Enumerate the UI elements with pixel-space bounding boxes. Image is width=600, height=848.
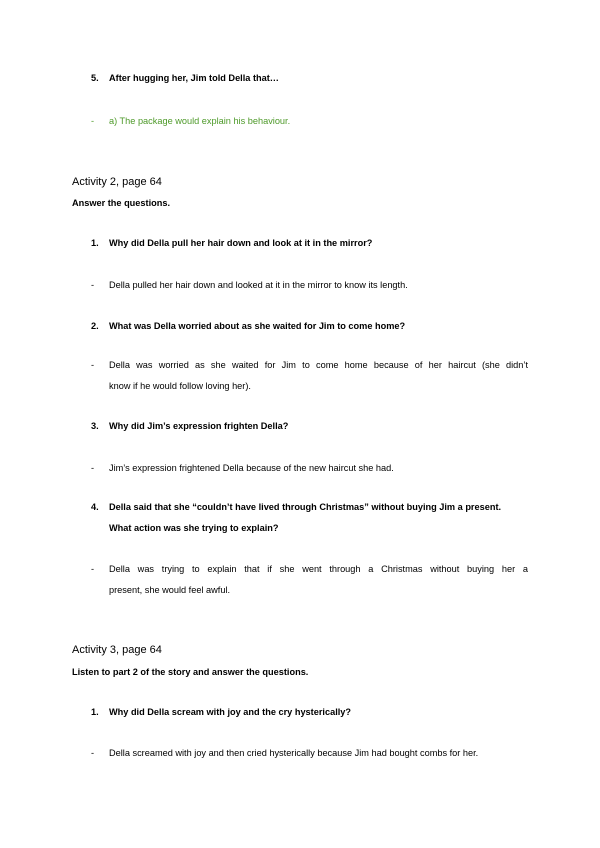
a2-q1-dash: - (91, 280, 95, 290)
a2-q4-answer-line1: Della was trying to explain that if she went through a Christmas without buying her a (109, 564, 528, 574)
q5-question: After hugging her, Jim told Della that… (109, 73, 279, 83)
a2-q4-question-line1: Della said that she “couldn’t have lived through Christmas” without buying Jim a present. (109, 502, 502, 512)
a2-q3-dash: - (91, 463, 95, 473)
a3-q1-question: Why did Della scream with joy and the cry hysterically? (109, 707, 352, 717)
a3-q1-dash: - (91, 748, 95, 758)
a2-q2-number: 2. (91, 321, 99, 331)
a2-q4-number: 4. (91, 502, 99, 512)
a2-q1-answer: Della pulled her hair down and looked at it in the mirror to know its length. (109, 280, 408, 290)
q5-number: 5. (91, 73, 99, 83)
a2-q3-answer: Jim’s expression frightened Della because of the new haircut she had. (109, 463, 394, 473)
a2-q4-answer-line2: present, she would feel awful. (109, 585, 231, 595)
a2-q4-dash: - (91, 564, 95, 574)
activity2-instruction: Answer the questions. (72, 198, 171, 208)
activity2-heading: Activity 2, page 64 (72, 176, 162, 188)
a2-q2-answer-line1: Della was worried as she waited for Jim to come home because of her haircut (she didn’t (109, 360, 528, 370)
q5-answer: a) The package would explain his behaviour. (109, 116, 291, 126)
a2-q2-dash: - (91, 360, 95, 370)
a2-q2-question: What was Della worried about as she waited for Jim to come home? (109, 321, 406, 331)
a2-q4-question-line2: What action was she trying to explain? (109, 523, 279, 533)
a2-q3-number: 3. (91, 421, 99, 431)
activity3-instruction: Listen to part 2 of the story and answer the questions. (72, 667, 309, 677)
a2-q3-question: Why did Jim’s expression frighten Della? (109, 421, 289, 431)
q5-dash: - (91, 116, 95, 126)
a2-q2-answer-line2: know if he would follow loving her). (109, 381, 251, 391)
a2-q1-question: Why did Della pull her hair down and look at it in the mirror? (109, 238, 373, 248)
a3-q1-answer: Della screamed with joy and then cried hysterically because Jim had bought combs for her. (109, 748, 479, 758)
a3-q1-number: 1. (91, 707, 99, 717)
activity3-heading: Activity 3, page 64 (72, 644, 162, 656)
a2-q1-number: 1. (91, 238, 99, 248)
